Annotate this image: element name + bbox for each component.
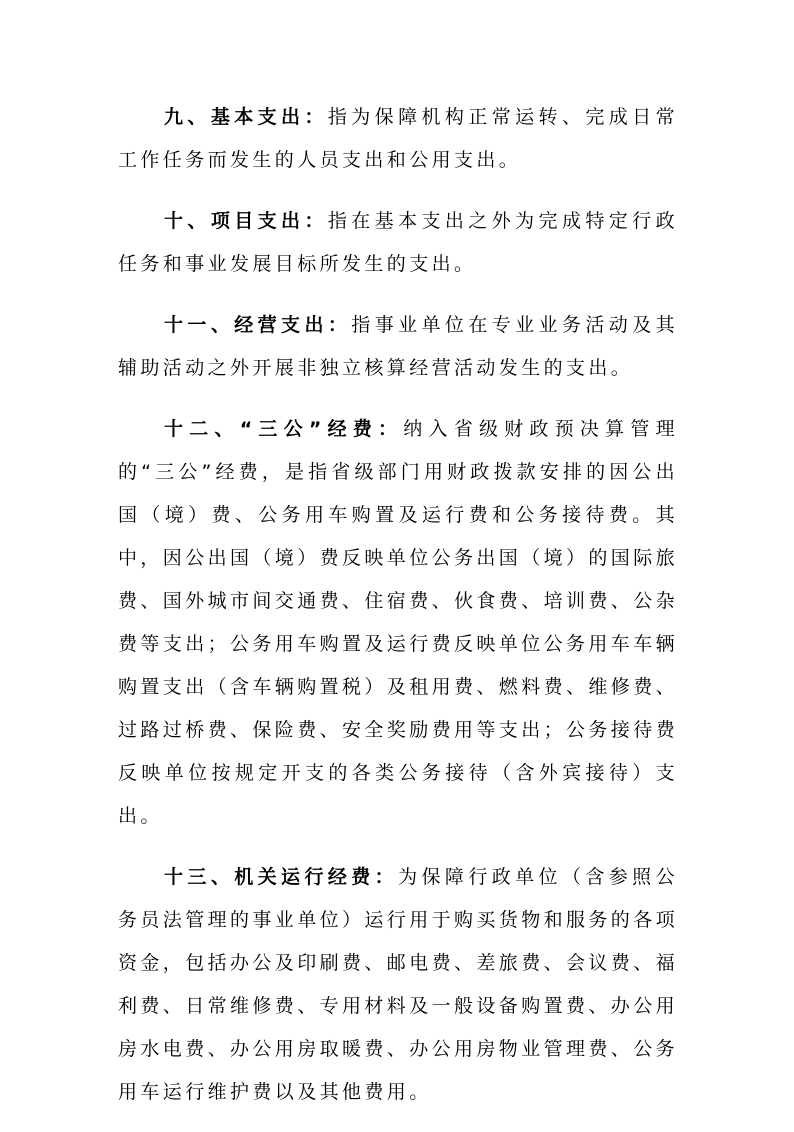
definition-three-public-expenses: 纳入省级财政预决算管理的“三公”经费，是指省级部门用财政拨款安排的因公出国（境）费、公务用车购置及运行费和公务接待费。其中，因公出国（境）费反映单位公务出国（境）的国际旅费、国外城市间交通费、住宿费、伙食费、培训费、公杂费等支出；公务用车购置及运行费反映单位公务用车车辆购置支出（含车辆购置税）及租用费、燃料费、维修费、过路过桥费、保险费、安全奖励费用等支出；公务接待费反映单位按规定开支的各类公务接待（含外宾接待）支出。 — [118, 418, 679, 827]
paragraph-three-public-expenses — [118, 408, 678, 838]
paragraph-project-expenditure — [118, 200, 678, 286]
paragraph-operating-expenditure — [118, 304, 678, 390]
term-three-public-expenses: 十二、“三公”经费： — [164, 418, 404, 440]
paragraph-basic-expenditure — [118, 96, 678, 182]
definition-agency-operating-funds: 为保障行政单位（含参照公务员法管理的事业单位）运行用于购买货物和服务的各项资金，包括办公及印刷费、邮电费、差旅费、会议费、福利费、日常维修费、专用材料及一般设备购置费、办公用房水电费、办公用房取暖费、办公用房物业管理费、公务用车运行维护费以及其他费用。 — [118, 866, 679, 1103]
term-project-expenditure: 十、项目支出： — [164, 210, 328, 232]
term-operating-expenditure: 十一、经营支出： — [164, 314, 352, 336]
definition-operating-expenditure: 指事业单位在专业业务活动及其辅助活动之外开展非独立核算经营活动发生的支出。 — [118, 314, 678, 379]
term-basic-expenditure: 九、基本支出： — [164, 106, 328, 128]
paragraph-agency-operating-funds — [118, 856, 678, 1114]
definition-project-expenditure: 指在基本支出之外为完成特定行政任务和事业发展目标所发生的支出。 — [118, 210, 678, 275]
term-agency-operating-funds: 十三、机关运行经费： — [164, 866, 399, 888]
definition-basic-expenditure: 指为保障机构正常运转、完成日常工作任务而发生的人员支出和公用支出。 — [118, 106, 678, 171]
document-page — [118, 96, 678, 1132]
